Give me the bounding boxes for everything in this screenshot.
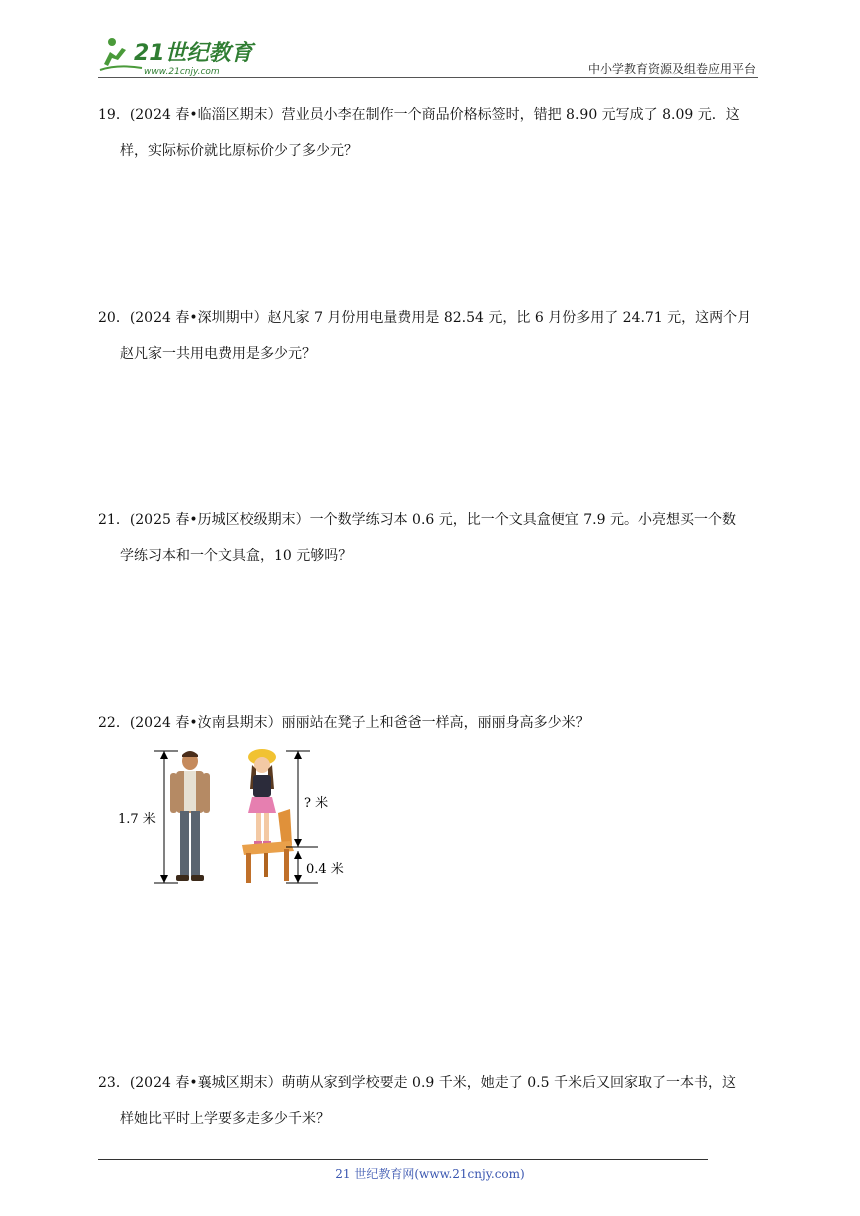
logo-runner-icon [98,34,268,78]
question-22 [98,705,762,741]
girl-height-label: ? 米 [304,796,329,811]
platform-title: 中小学教育资源及组卷应用平台 [587,62,756,76]
question-text: 20．(2024 春•深圳期中）赵凡家 7 月份用电量费用是 82.54 元，比 6 月份多用了 24.71 元，这两个月 [98,310,752,326]
dad-illustration [170,751,210,881]
logo-url-text: www.21cnjy.com [144,67,220,77]
dad-height-label: 1.7 米 [118,812,156,827]
question-text: 23．(2024 春•襄城区期末）萌萌从家到学校要走 0.9 千米，她走了 0.5 千米后又回家取了一本书，这 [98,1075,736,1091]
footer-link[interactable]: 21 世纪教育网(www.21cnjy.com) [335,1167,525,1181]
dad-height-arrow [154,751,178,883]
header-divider [98,77,758,78]
logo-main-text: 21世纪教育 [134,41,253,66]
stool-height-label: 0.4 米 [306,862,344,877]
page-header [98,34,756,78]
question-text: 22．(2024 春•汝南县期末）丽丽站在凳子上和爸爸一样高，丽丽身高多少米？ [98,715,590,731]
question-20 [98,300,762,372]
girl-illustration [248,749,276,845]
question-text: 21．(2025 春•历城区校级期末）一个数学练习本 0.6 元，比一个文具盒便宜 7.9 元。小亮想买一个数 [98,512,736,528]
question-21 [98,502,762,574]
question-text: 19．(2024 春•临淄区期末）营业员小李在制作一个商品价格标签时，错把 8.90 元写成了 8.09 元．这 [98,107,740,123]
site-logo [98,34,268,78]
footer-divider [98,1159,708,1160]
question-text-cont: 学练习本和一个文具盒，10 元够吗？ [120,548,353,564]
question-text-cont: 样她比平时上学要多走多少千米？ [120,1111,330,1127]
question-19 [98,97,762,169]
question-23 [98,1065,762,1137]
height-figure [118,745,358,895]
question-text-cont: 赵凡家一共用电费用是多少元？ [120,346,316,362]
question-text-cont: 样，实际标价就比原标价少了多少元？ [120,143,358,159]
